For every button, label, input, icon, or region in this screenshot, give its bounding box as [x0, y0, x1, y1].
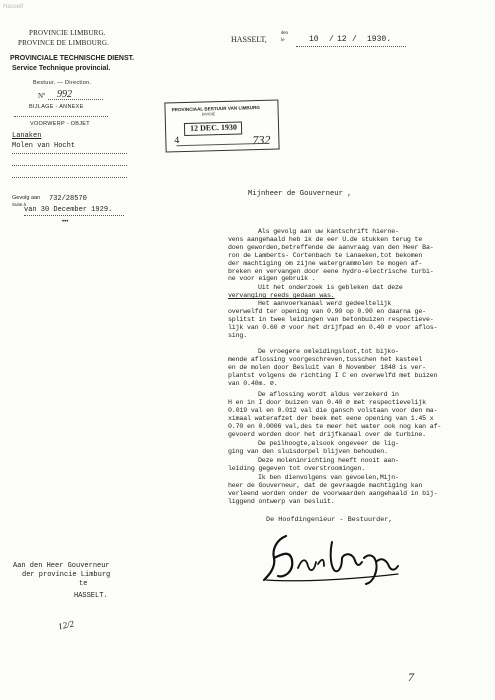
- paragraph-line: splitst in twee leidingen van betonbuizen respectieve-: [228, 315, 434, 323]
- paragraph-3: [228, 300, 438, 340]
- paragraph-5: [228, 391, 442, 438]
- dateline-city: HASSELT,: [231, 35, 267, 44]
- addressee-line-4: HASSELT.: [74, 592, 108, 600]
- dateline-underline: [296, 46, 406, 47]
- margin-note-top: Hasselt: [3, 4, 24, 10]
- paragraph-line: ron de Lamberts- Cortenbach te Lanaeken,tot bekomen: [228, 251, 423, 259]
- addressee-line-1: Aan den Heer Gouverneur: [13, 562, 110, 570]
- stamp-number: 4: [174, 135, 180, 147]
- separator-stars: •••: [62, 219, 69, 225]
- voorwerp-label: VOORWERP - OBJET: [30, 121, 90, 127]
- stamp-reference: 732: [252, 132, 271, 148]
- paragraph-line: ging van den sluisdorpel blijven behouden.: [228, 447, 388, 455]
- object-line-2: Molen van Hocht: [12, 142, 76, 150]
- paragraph-line: verleend worden onder de voorwaarden aangehaald in bij-: [228, 489, 438, 497]
- paragraph-7: [228, 457, 433, 473]
- paragraph-line: De vroegere omleidingsloot,tot bijko-: [258, 348, 399, 355]
- paragraph-line: ximaal waterafzet der beek met eene opening van 1.45 x: [228, 414, 434, 422]
- paragraph-line: leiding gegeven tot overstroomingen.: [228, 464, 366, 472]
- paragraph-4: [228, 348, 438, 388]
- dateline-sep-2: /: [352, 35, 357, 44]
- number-underline: [48, 99, 103, 100]
- paragraph-line: overwelfd ter opening van 0.90 op 0.90 en daarna ge-: [228, 307, 426, 315]
- paragraph-line: Als gevolg aan uw kantschrift hierne-: [258, 228, 399, 235]
- closing-title: De Hoofdingenieur - Bestuurder,: [266, 516, 393, 524]
- paragraph-line: lijk van 0.60 ∅ voor het drijfpad en 0.40 ∅ voor aflos-: [228, 323, 438, 331]
- service-name-nl: PROVINCIALE TECHNISCHE DIENST.: [10, 55, 135, 62]
- province-name-fr: PROVINCE DE LIMBOURG.: [18, 39, 110, 47]
- stamp-date: 12 DEC. 1930: [189, 122, 238, 133]
- paragraph-line: Ik ben dienvolgens van gevoelen,Mijn-: [258, 474, 399, 481]
- paragraph-line: en de molen door Besluit van 8 November 1848 is ver-: [228, 363, 426, 371]
- salutation: Mijnheer de Gouverneur ,: [248, 190, 352, 198]
- gevolg-date: van 30 December 1929.: [24, 206, 113, 214]
- paragraph-line: De peilhoogte,alsook ongeveer de lig-: [258, 440, 399, 447]
- dateline-day: 10: [309, 35, 319, 44]
- gevolg-reference: 732/28570: [49, 195, 87, 203]
- object-underline-2: [12, 165, 127, 166]
- paragraph-2: [228, 284, 433, 300]
- paragraph-line: doen geworden,betreffende de aanvraag van den Heer Ba-: [228, 243, 434, 251]
- paragraph-line: vens aangehaald heb ik de eer U.de stukken terug te: [228, 235, 423, 243]
- paragraph-line: 0.70 en 0.0006 val,des te meer het water ook nog kan af-: [228, 422, 442, 430]
- received-stamp: [164, 100, 279, 153]
- gevolg-label: Gevolg aan: [12, 195, 41, 201]
- paragraph-line: plantst volgens de richting I C en overwelfd met buizen: [228, 371, 438, 379]
- bijlage-underline: [14, 116, 108, 117]
- paragraph-line: ne voor eigen gebruik .: [228, 275, 316, 283]
- service-name-fr: Service Technique provincial.: [12, 65, 111, 72]
- number-value: 992: [57, 89, 72, 100]
- bijlage-label: BIJLAGE - ANNEXE: [29, 104, 84, 110]
- addressee-line-3: te: [79, 580, 88, 588]
- paragraph-line: 0.019 val en 0.012 val die gansch volstaan voor den ma-: [228, 406, 438, 414]
- number-label: Nº: [38, 92, 46, 100]
- stamp-line-1: PROVINCIAAL BESTUUR VAN LIMBURG: [171, 105, 260, 113]
- bestuur-label: Bestuur. — Direction.: [33, 80, 92, 86]
- dateline-le: le: [281, 38, 285, 43]
- suite-label: Suite à: [12, 202, 27, 207]
- margin-note-bottom-right: 7: [408, 670, 414, 684]
- paragraph-line: gevoerd worden door het drijfkanaal over de turbine.: [228, 430, 426, 438]
- paragraph-line: H en in I door buizen van 0.40 ∅ met respectievelijk: [228, 398, 426, 406]
- paragraph-line: breken en vervangen door eene hydro-electrische turbi-: [228, 267, 434, 275]
- paragraph-line: liggend ontwerp van besluit.: [228, 497, 335, 505]
- gevolg-underline: [24, 215, 124, 216]
- dateline-year: 1930.: [367, 35, 392, 44]
- signature-image: [258, 528, 408, 586]
- paragraph-1: [228, 228, 433, 283]
- margin-note-bottom-left: 12/2: [57, 618, 75, 632]
- object-line-1: Lanaken: [12, 132, 42, 140]
- dateline-sep-1: /: [329, 35, 334, 44]
- paragraph-line: De aflossing wordt aldus verzekerd in: [258, 391, 399, 398]
- paragraph-line: vervanging reeds gedaan was.: [228, 291, 335, 299]
- object-underline-3: [12, 177, 127, 178]
- paragraph-line: heer de Gouverneur, dat de gevraagde machtiging kan: [228, 481, 423, 489]
- paragraph-line: Uit het onderzoek is gebleken dat deze: [258, 284, 403, 291]
- paragraph-line: der machtiging om zijne watergrammolen te mogen af-: [228, 259, 423, 267]
- object-underline-1: [12, 153, 127, 154]
- paragraph-line: Het aanvoerkanaal werd gedeeltelijk: [258, 300, 392, 307]
- dateline-den: den: [281, 31, 288, 36]
- paragraph-line: Deze moleninrichting heeft nooit aan-: [258, 457, 399, 464]
- paragraph-line: sing.: [228, 331, 248, 339]
- dateline-month: 12: [337, 35, 347, 44]
- addressee-line-2: der provincie Limburg: [22, 571, 111, 579]
- province-name-nl: PROVINCIE LIMBURG.: [29, 29, 106, 37]
- paragraph-line: van 0.40m. ∅.: [228, 379, 278, 387]
- paragraph-8: [228, 474, 438, 506]
- stamp-line-2: DIVISIE: [201, 112, 216, 117]
- paragraph-line: mende aflossing voorgeschreven,tusschen het kasteel: [228, 355, 423, 363]
- paragraph-6: [228, 440, 433, 456]
